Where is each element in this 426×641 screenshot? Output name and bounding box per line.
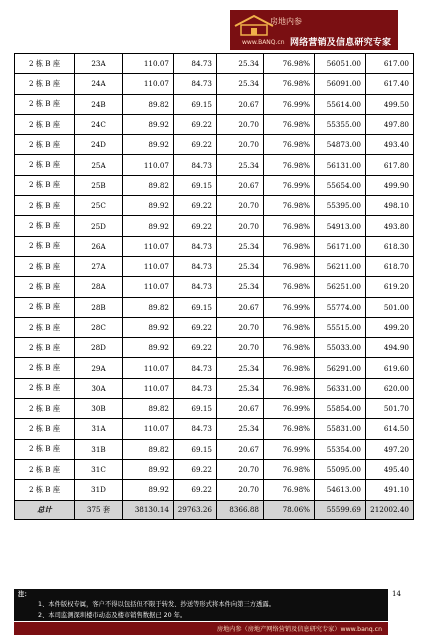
table-cell: 76.98% (264, 155, 315, 175)
table-cell: 55614.00 (315, 94, 366, 114)
table-row (15, 54, 414, 74)
table-row (15, 216, 414, 236)
table-cell: 25.34 (217, 378, 264, 398)
table-cell: 54913.00 (315, 216, 366, 236)
table-cell: 2 栋 B 座 (15, 175, 75, 195)
table-cell: 56291.00 (315, 358, 366, 378)
table-cell: 619.60 (366, 358, 414, 378)
table-cell: 498.10 (366, 196, 414, 216)
table-cell: 2 栋 B 座 (15, 236, 75, 256)
table-cell: 55654.00 (315, 175, 366, 195)
table-cell: 110.07 (123, 236, 174, 256)
table-cell: 76.98% (264, 236, 315, 256)
table-cell: 20.67 (217, 94, 264, 114)
table-cell: 30A (75, 378, 123, 398)
table-cell: 20.70 (217, 338, 264, 358)
table-cell: 110.07 (123, 378, 174, 398)
table-cell: 493.80 (366, 216, 414, 236)
notes-title: 注： (18, 591, 31, 598)
table-cell: 2 栋 B 座 (15, 459, 75, 479)
total-cell: 55599.69 (315, 500, 366, 519)
table-cell: 89.82 (123, 94, 174, 114)
table-cell: 55774.00 (315, 297, 366, 317)
table-cell: 28D (75, 338, 123, 358)
total-label: 总计 (15, 500, 75, 519)
table-cell: 614.50 (366, 419, 414, 439)
table-cell: 2 栋 B 座 (15, 256, 75, 276)
table-cell: 26A (75, 236, 123, 256)
table-cell: 89.82 (123, 399, 174, 419)
table-cell: 2 栋 B 座 (15, 317, 75, 337)
table-cell: 69.15 (174, 94, 217, 114)
table-cell: 89.92 (123, 216, 174, 236)
table-cell: 69.22 (174, 459, 217, 479)
table-row (15, 358, 414, 378)
table-cell: 89.82 (123, 175, 174, 195)
table-cell: 89.82 (123, 439, 174, 459)
table-cell: 84.73 (174, 378, 217, 398)
table-cell: 618.30 (366, 236, 414, 256)
table-cell: 493.40 (366, 135, 414, 155)
table-cell: 25C (75, 196, 123, 216)
table-cell: 20.70 (217, 216, 264, 236)
table-cell: 619.20 (366, 277, 414, 297)
brand-name: 房地内参 (270, 17, 302, 26)
table-cell: 84.73 (174, 419, 217, 439)
table-cell: 30B (75, 399, 123, 419)
table-cell: 27A (75, 256, 123, 276)
table-cell: 2 栋 B 座 (15, 54, 75, 74)
table-cell: 55033.00 (315, 338, 366, 358)
notes-box (14, 589, 388, 621)
table-cell: 76.99% (264, 297, 315, 317)
table-row (15, 480, 414, 500)
table-cell: 618.70 (366, 256, 414, 276)
table-cell: 2 栋 B 座 (15, 155, 75, 175)
table-row (15, 94, 414, 114)
table-cell: 89.82 (123, 297, 174, 317)
table-cell: 25.34 (217, 54, 264, 74)
table-row (15, 399, 414, 419)
table-cell: 76.99% (264, 439, 315, 459)
table-row (15, 459, 414, 479)
house-logo-icon (233, 14, 275, 36)
total-cell: 8366.88 (217, 500, 264, 519)
table-cell: 20.67 (217, 399, 264, 419)
table-cell: 499.50 (366, 94, 414, 114)
table-cell: 2 栋 B 座 (15, 216, 75, 236)
table-cell: 110.07 (123, 419, 174, 439)
table-cell: 24D (75, 135, 123, 155)
table-cell: 76.98% (264, 338, 315, 358)
table-cell: 69.22 (174, 317, 217, 337)
table-cell: 494.90 (366, 338, 414, 358)
table-cell: 2 栋 B 座 (15, 439, 75, 459)
table-cell: 491.10 (366, 480, 414, 500)
table-cell: 69.15 (174, 439, 217, 459)
table-cell: 20.70 (217, 114, 264, 134)
table-cell: 56131.00 (315, 155, 366, 175)
table-cell: 76.98% (264, 317, 315, 337)
table-cell: 617.40 (366, 74, 414, 94)
table-row (15, 114, 414, 134)
table-cell: 55395.00 (315, 196, 366, 216)
table-cell: 20.70 (217, 135, 264, 155)
table-cell: 25.34 (217, 277, 264, 297)
table-cell: 2 栋 B 座 (15, 135, 75, 155)
table-cell: 2 栋 B 座 (15, 114, 75, 134)
table-cell: 28C (75, 317, 123, 337)
table-cell: 20.70 (217, 196, 264, 216)
header-banner (230, 10, 398, 50)
table-cell: 55854.00 (315, 399, 366, 419)
table-cell: 76.98% (264, 256, 315, 276)
table-cell: 84.73 (174, 256, 217, 276)
table-row (15, 297, 414, 317)
table-cell: 31B (75, 439, 123, 459)
table-cell: 497.80 (366, 114, 414, 134)
table-cell: 69.22 (174, 114, 217, 134)
table-cell: 76.99% (264, 399, 315, 419)
table-cell: 2 栋 B 座 (15, 399, 75, 419)
table-cell: 76.98% (264, 459, 315, 479)
table-cell: 499.20 (366, 317, 414, 337)
table-cell: 2 栋 B 座 (15, 378, 75, 398)
table-cell: 56211.00 (315, 256, 366, 276)
table-cell: 76.99% (264, 175, 315, 195)
table-cell: 69.15 (174, 297, 217, 317)
table-row (15, 256, 414, 276)
note-copyright: 1、本件版权专属，客户不得以包括但不限于转发、抄送等形式将本件向第三方透露。 (38, 601, 275, 608)
table-cell: 84.73 (174, 358, 217, 378)
table-cell: 76.98% (264, 277, 315, 297)
footer-text: 房地内参（房地产网络营销及信息研究专家）www.banq.cn (216, 626, 382, 633)
table-cell: 84.73 (174, 236, 217, 256)
table-cell: 495.40 (366, 459, 414, 479)
table-cell: 499.90 (366, 175, 414, 195)
table-cell: 76.98% (264, 196, 315, 216)
table-cell: 501.00 (366, 297, 414, 317)
table-cell: 25.34 (217, 358, 264, 378)
table-cell: 84.73 (174, 54, 217, 74)
table-cell: 69.15 (174, 175, 217, 195)
table-cell: 20.70 (217, 459, 264, 479)
table-cell: 20.67 (217, 439, 264, 459)
table-cell: 501.70 (366, 399, 414, 419)
table-cell: 110.07 (123, 74, 174, 94)
table-row (15, 196, 414, 216)
table-cell: 2 栋 B 座 (15, 196, 75, 216)
table-row (15, 439, 414, 459)
table-row (15, 74, 414, 94)
table-cell: 24C (75, 114, 123, 134)
table-cell: 76.98% (264, 378, 315, 398)
table-cell: 25A (75, 155, 123, 175)
table-cell: 2 栋 B 座 (15, 297, 75, 317)
table-cell: 76.99% (264, 94, 315, 114)
table-cell: 23A (75, 54, 123, 74)
table-cell: 55831.00 (315, 419, 366, 439)
table-cell: 89.92 (123, 196, 174, 216)
table-cell: 76.98% (264, 135, 315, 155)
table-cell: 617.80 (366, 155, 414, 175)
table-cell: 69.22 (174, 196, 217, 216)
table-cell: 110.07 (123, 256, 174, 276)
table-cell: 84.73 (174, 74, 217, 94)
total-cell: 38130.14 (123, 500, 174, 519)
brand-tagline: 网络营销及信息研究专家 (290, 38, 392, 48)
table-cell: 56171.00 (315, 236, 366, 256)
table-cell: 28B (75, 297, 123, 317)
note-monitoring: 2、本司监测深圳楼市动态及楼市销售数据已 20 年。 (38, 612, 187, 619)
table-cell: 76.98% (264, 74, 315, 94)
table-cell: 24A (75, 74, 123, 94)
table-row (15, 236, 414, 256)
table-cell: 2 栋 B 座 (15, 480, 75, 500)
table-cell: 56331.00 (315, 378, 366, 398)
table-row (15, 378, 414, 398)
table-row (15, 317, 414, 337)
table-cell: 31C (75, 459, 123, 479)
table-cell: 54873.00 (315, 135, 366, 155)
total-cell: 78.06% (264, 500, 315, 519)
table-cell: 29A (75, 358, 123, 378)
table-cell: 84.73 (174, 277, 217, 297)
table-cell: 110.07 (123, 155, 174, 175)
table-cell: 55355.00 (315, 114, 366, 134)
table-cell: 89.92 (123, 135, 174, 155)
table-cell: 69.15 (174, 399, 217, 419)
table-cell: 25.34 (217, 236, 264, 256)
table-cell: 25.34 (217, 419, 264, 439)
table-cell: 89.92 (123, 317, 174, 337)
table-row (15, 338, 414, 358)
table-cell: 617.00 (366, 54, 414, 74)
table-cell: 89.92 (123, 338, 174, 358)
table-cell: 31A (75, 419, 123, 439)
table-cell: 76.98% (264, 114, 315, 134)
table-cell: 76.98% (264, 216, 315, 236)
table-cell: 54613.00 (315, 480, 366, 500)
table-cell: 497.20 (366, 439, 414, 459)
table-cell: 28A (75, 277, 123, 297)
table-cell: 56091.00 (315, 74, 366, 94)
units-table (14, 53, 414, 520)
table-cell: 2 栋 B 座 (15, 277, 75, 297)
table-cell: 89.92 (123, 114, 174, 134)
table-cell: 20.67 (217, 175, 264, 195)
table-cell: 25.34 (217, 256, 264, 276)
table-cell: 84.73 (174, 155, 217, 175)
table-cell: 2 栋 B 座 (15, 358, 75, 378)
table-cell: 2 栋 B 座 (15, 94, 75, 114)
table-cell: 20.70 (217, 317, 264, 337)
table-cell: 89.92 (123, 480, 174, 500)
table-cell: 20.70 (217, 480, 264, 500)
table-cell: 24B (75, 94, 123, 114)
table-cell: 31D (75, 480, 123, 500)
table-cell: 55515.00 (315, 317, 366, 337)
table-cell: 69.22 (174, 480, 217, 500)
table-cell: 2 栋 B 座 (15, 74, 75, 94)
table-row (15, 175, 414, 195)
table-cell: 56251.00 (315, 277, 366, 297)
table-row (15, 135, 414, 155)
table-cell: 25B (75, 175, 123, 195)
table-cell: 110.07 (123, 358, 174, 378)
table-cell: 69.22 (174, 216, 217, 236)
table-cell: 69.22 (174, 135, 217, 155)
table-cell: 55354.00 (315, 439, 366, 459)
table-cell: 25.34 (217, 155, 264, 175)
table-cell: 56051.00 (315, 54, 366, 74)
table-cell: 620.00 (366, 378, 414, 398)
table-row (15, 155, 414, 175)
table-cell: 76.98% (264, 480, 315, 500)
table-cell: 55095.00 (315, 459, 366, 479)
table-cell: 25D (75, 216, 123, 236)
total-cell: 375 套 (75, 500, 123, 519)
table-row (15, 419, 414, 439)
brand-website: www.BANQ.cn (242, 39, 285, 46)
total-row (15, 500, 414, 519)
table-cell: 20.67 (217, 297, 264, 317)
page-number: 14 (392, 590, 401, 598)
table-cell: 89.92 (123, 459, 174, 479)
table-cell: 2 栋 B 座 (15, 419, 75, 439)
total-cell: 212002.40 (366, 500, 414, 519)
table-cell: 76.98% (264, 54, 315, 74)
table-cell: 110.07 (123, 54, 174, 74)
total-cell: 29763.26 (174, 500, 217, 519)
footer-banner (14, 622, 388, 635)
table-cell: 2 栋 B 座 (15, 338, 75, 358)
table-cell: 76.98% (264, 419, 315, 439)
table-cell: 76.98% (264, 358, 315, 378)
table-cell: 25.34 (217, 74, 264, 94)
table-cell: 110.07 (123, 277, 174, 297)
table-cell: 69.22 (174, 338, 217, 358)
table-row (15, 277, 414, 297)
